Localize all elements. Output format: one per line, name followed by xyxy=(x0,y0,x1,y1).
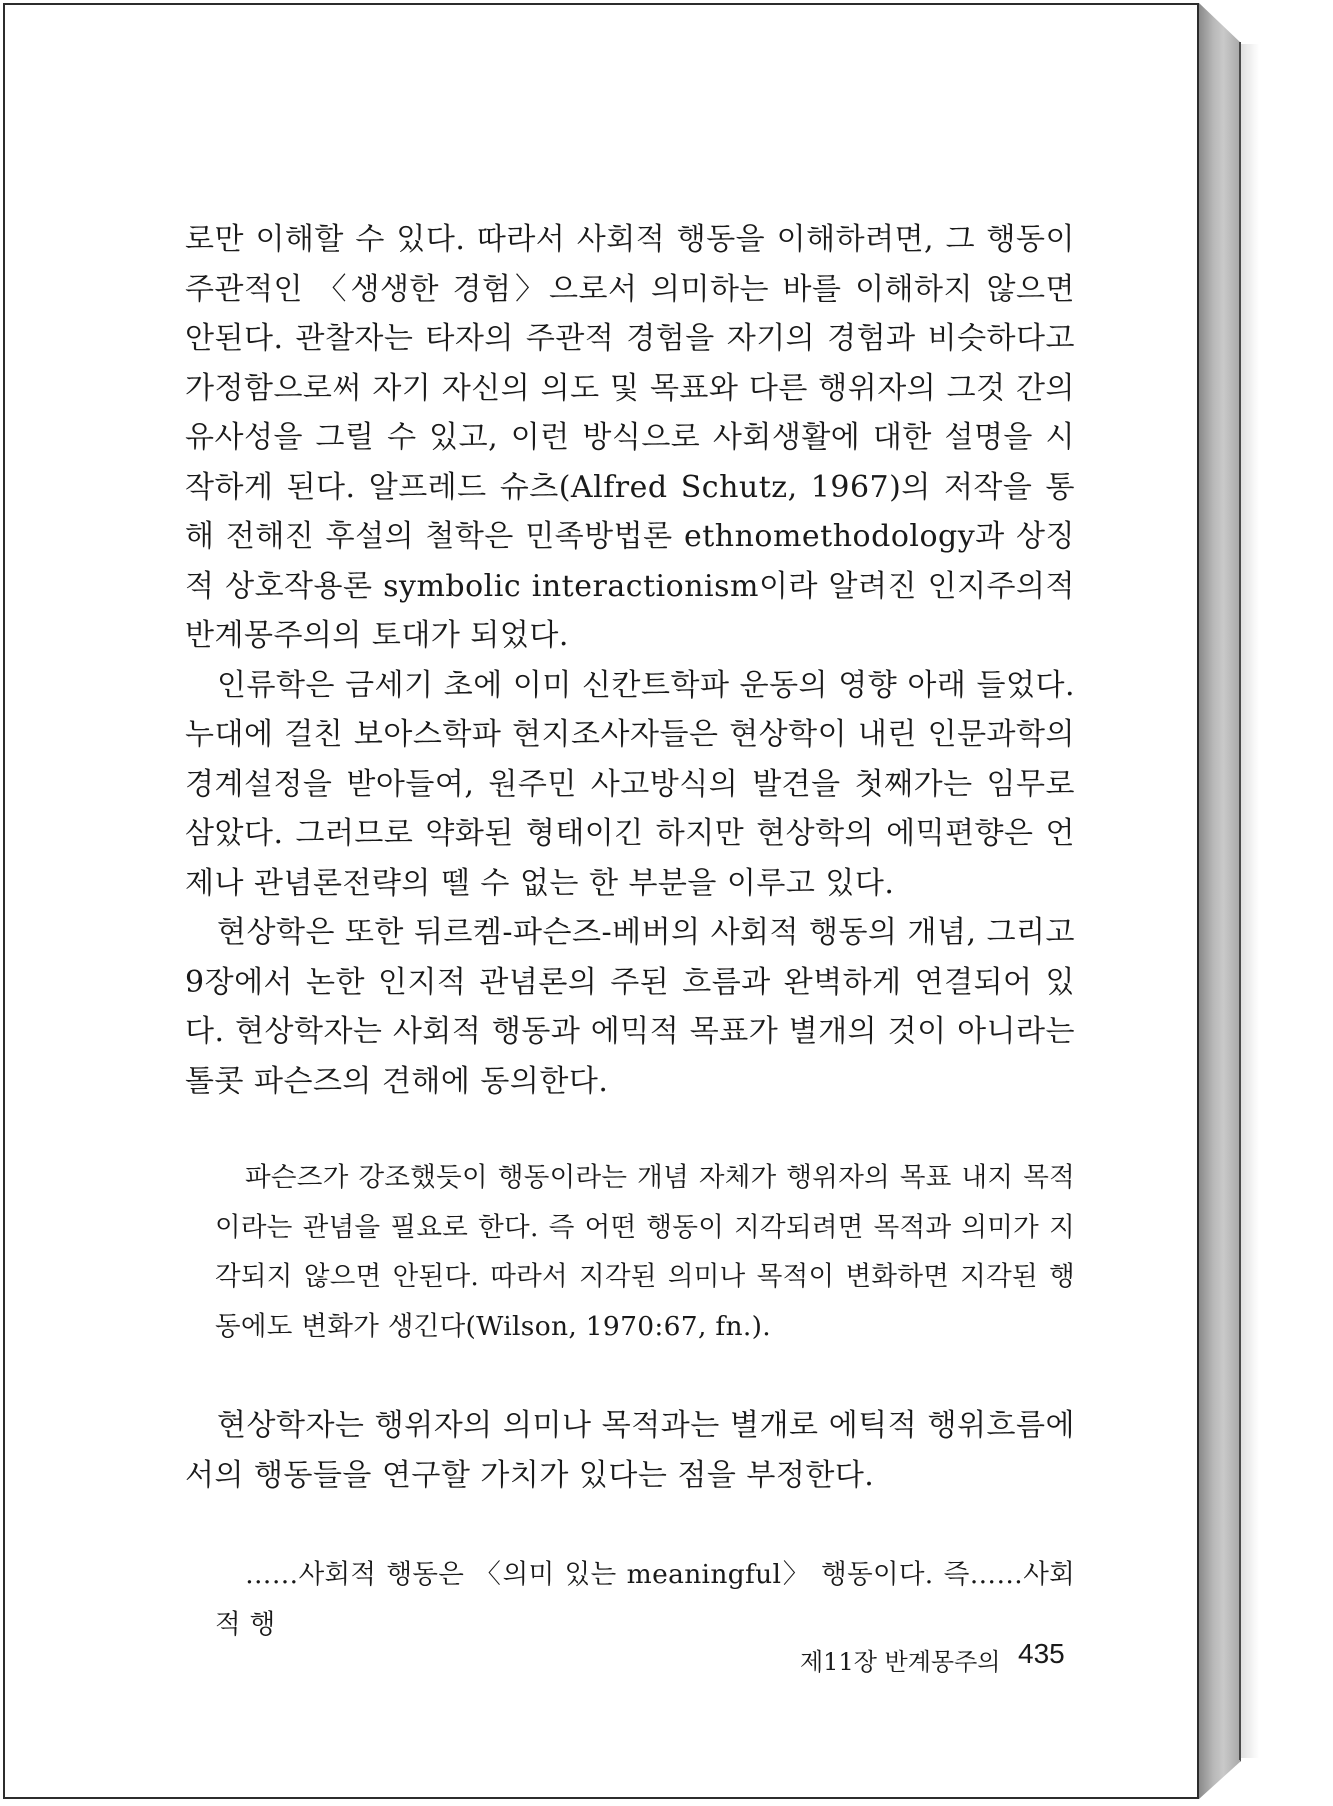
page-number: 435 xyxy=(1018,1638,1065,1669)
chapter-title: 제11장 반계몽주의 xyxy=(800,1648,1001,1676)
block-quote-1: 파슨즈가 강조했듯이 행동이라는 개념 자체가 행위자의 목표 내지 목적이라는 관념을 필요로 한다. 즉 어떤 행동이 지각되려면 목적과 의미가 지각되지 않으면 안된다. 따라서 지각된 의미나 목적이 변화하면 지각된 행동에도 변화가 생긴다(Wilson, 1970:67, fn.). xyxy=(215,1162,1075,1342)
paragraph-3: 현상학은 또한 뒤르켐-파슨즈-베버의 사회적 행동의 개념, 그리고 9장에서 논한 인지적 관념론의 주된 흐름과 완벽하게 연결되어 있다. 현상학자는 사회적 행동과 에믹적 목표가 별개의 것이 아니라는 톨콧 파슨즈의 견해에 동의한다. xyxy=(185,915,1076,1099)
page-shadow xyxy=(1241,44,1259,1758)
paragraph-4: 현상학자는 행위자의 의미나 목적과는 별개로 에틱적 행위흐름에서의 행동들을 연구할 가치가 있다는 점을 부정한다. xyxy=(185,1408,1075,1493)
book-edge xyxy=(1199,3,1241,1799)
paragraph-1: 로만 이해할 수 있다. 따라서 사회적 행동을 이해하려면, 그 행동이 주관적인 〈생생한 경험〉으로서 의미하는 바를 이해하지 않으면 안된다. 관찰자는 타자의 주관적 경험을 자기의 경험과 비슷하다고 가정함으로써 자기 자신의 의도 및 목표와 다른 행위자의 그것 간의 유사성을 그릴 수 있고, 이런 방식으로 사회생활에 대한 설명을 시작하게 된다. 알프레드 슈츠(Alfred Schutz, 1967)의 저작을 통해 전해진 후설의 철학은 민족방법론 ethnomethodology과 상징적 상호작용론 symbolic interactionism이라 알려진 인지주의적 반계몽주의의 토대가 되었다. xyxy=(185,222,1075,653)
paragraph-2: 인류학은 금세기 초에 이미 신칸트학파 운동의 영향 아래 들었다. 누대에 걸친 보아스학파 현지조사자들은 현상학이 내린 인문과학의 경계설정을 받아들여, 원주민 사고방식의 발견을 첫째가는 임무로 삼았다. 그러므로 약화된 형태이긴 하지만 현상학의 에믹편향은 언제나 관념론전략의 뗄 수 없는 한 부분을 이루고 있다. xyxy=(185,667,1075,901)
block-quote-2: ……사회적 행동은 〈의미 있는 meaningful〉 행동이다. 즉……사회적 행 xyxy=(215,1559,1075,1640)
page-content xyxy=(185,215,1075,1649)
